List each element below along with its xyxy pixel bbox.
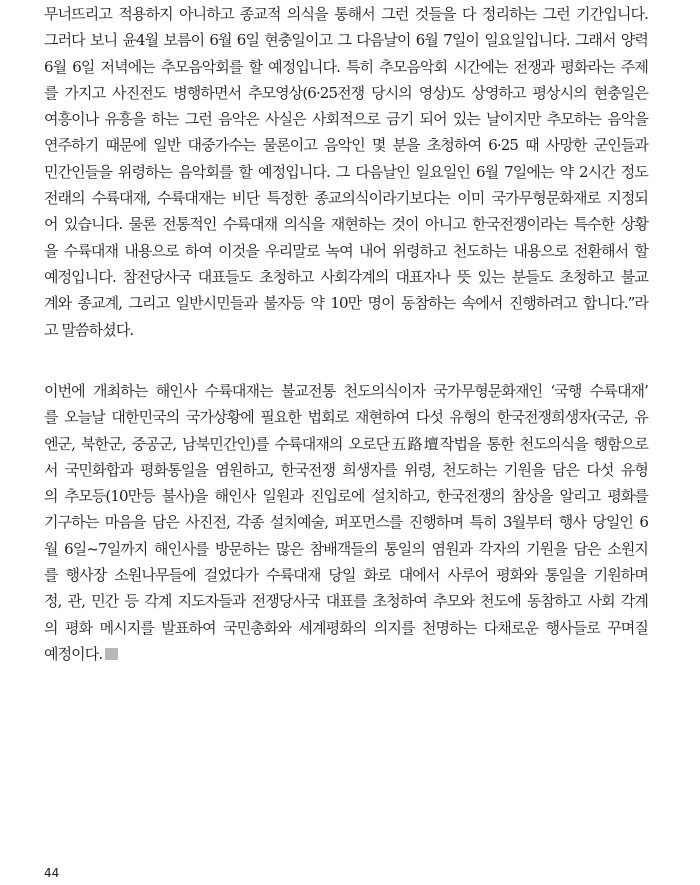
text-line: 전래의 수륙대재, 수륙대재는 비단 특정한 종교의식이라기보다는 이미 국가무형문화재로 지정되	[44, 189, 648, 208]
text-line: 를 행사장 소원나무들에 걸었다가 수륙대재 당일 화로 대에서 사루어 평화와 통일을 기원하며	[44, 566, 648, 585]
text-line-content: 예정이다.	[44, 644, 103, 663]
text-line: 민간인들을 위령하는 음악회를 할 예정입니다. 그 다음날인 일요일인 6월 7일에는 약 2시간 정도	[44, 162, 648, 181]
text-line: 여흥이나 유흥을 하는 그런 음악은 사실은 사회적으로 금기 되어 있는 날이지만 추모하는 음악을	[44, 110, 648, 129]
text-line: 를 가지고 사진전도 병행하면서 추모영상(6·25전쟁 당시의 영상)도 상영하고 평상시의 현충일은	[44, 83, 648, 102]
text-line: 의 추모등(10만등 불사)을 해인사 일원과 진입로에 설치하고, 한국전쟁의 참상을 알리고 평화를	[44, 487, 648, 506]
text-line: 어 있습니다. 물론 전통적인 수륙대재 의식을 재현하는 것이 아니고 한국전쟁이라는 특수한 상황	[44, 215, 648, 234]
text-line: 6월 6일 저녁에는 추모음악회를 할 예정입니다. 특히 추모음악회 시간에는 전쟁과 평화라는 주제	[44, 57, 648, 76]
text-line: 연주하기 때문에 일반 대중가수는 물론이고 음악인 몇 분을 초청하여 6·25 때 사망한 군인들과	[44, 136, 648, 155]
text-line: 서 국민화합과 평화통일을 염원하고, 한국전쟁 희생자를 위령, 천도하는 기원을 담은 다섯 유형	[44, 460, 648, 479]
text-line-last	[44, 641, 648, 667]
text-line: 무너뜨리고 적용하지 아니하고 종교적 의식을 통해서 그런 것들을 다 정리하는 그런 기간입니다.	[44, 5, 648, 23]
page-number: 44	[44, 866, 60, 880]
end-of-article-square-icon	[105, 648, 118, 660]
text-line: 고 말씀하셨다.	[44, 320, 134, 339]
text-line: 이번에 개최하는 해인사 수륙대재는 불교전통 천도의식이자 국가무형문화재인 ‘국행 수륙대재’	[44, 382, 648, 400]
text-line: 정, 관, 민간 등 각계 지도자들과 전쟁당사국 대표를 초청하여 추모와 천도에 동참하고 사회 각계	[44, 592, 648, 611]
text-line: 예정입니다. 참전당사국 대표들도 초청하고 사회각계의 대표자나 뜻 있는 분들도 초청하고 불교	[44, 267, 648, 286]
text-line: 를 오늘날 대한민국의 국가상황에 필요한 법회로 재현하여 다섯 유형의 한국전쟁희생자(국군, 유	[44, 408, 648, 427]
body-paragraph-1	[44, 1, 648, 343]
text-line: 월 6일~7일까지 해인사를 방문하는 많은 참배객들의 통일의 염원과 각자의 기원을 담은 소원지	[44, 539, 648, 558]
text-line: 기구하는 마음을 담은 사진전, 각종 설치예술, 퍼포먼스를 진행하며 특히 3월부터 행사 당일인 6	[44, 513, 648, 532]
text-line: 의 평화 메시지를 발표하여 국민총화와 세계평화의 의지를 천명하는 다채로운 행사들로 꾸며질	[44, 618, 648, 637]
text-line: 엔군, 북한군, 중공군, 남북민간인)를 수륙대재의 오로단五路壇작법을 통한 천도의식을 행함으로	[44, 434, 648, 453]
text-line: 그러다 보니 윤4월 보름이 6월 6일 현충일이고 그 다음날이 6월 7일이 일요일입니다. 그래서 양력	[44, 31, 648, 50]
text-line: 계와 종교계, 그리고 일반시민들과 불자등 약 10만 명이 동참하는 속에서 진행하려고 합니다.”라	[44, 294, 648, 313]
text-line: 을 수륙대재 내용으로 하여 이것을 우리말로 녹여 내어 위령하고 천도하는 내용으로 전환해서 할	[44, 241, 648, 260]
body-paragraph-2	[44, 378, 648, 667]
